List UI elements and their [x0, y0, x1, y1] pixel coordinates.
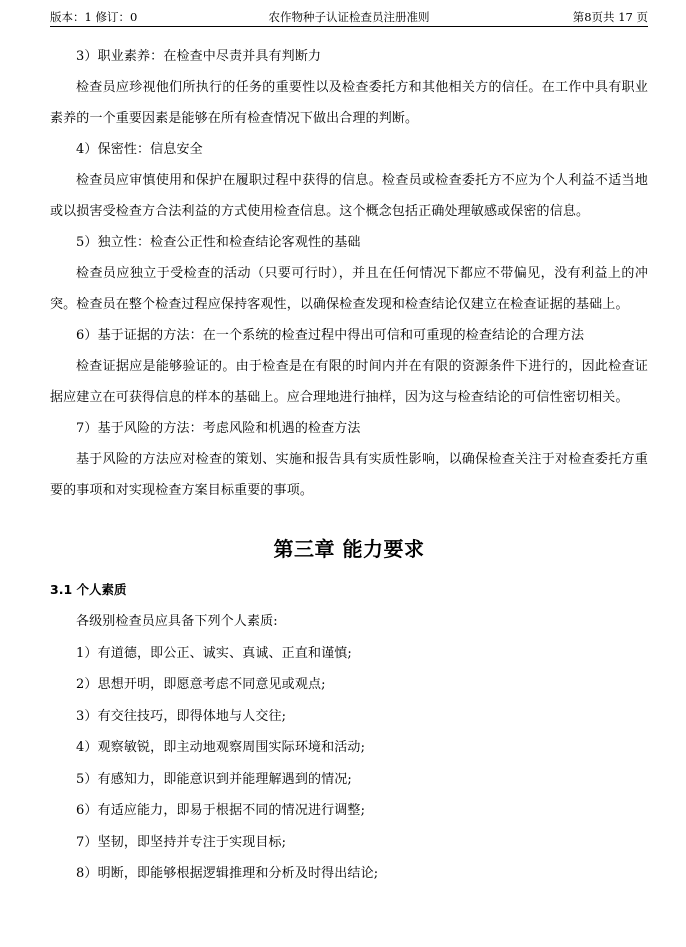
principle-heading: 4）保密性：信息安全	[76, 142, 203, 157]
principle-heading: 3）职业素养：在检查中尽责并具有判断力	[76, 49, 322, 64]
version-info: 版本：1 修订：0	[50, 10, 138, 24]
list-item: 1）有道德，即公正、诚实、真诚、正直和谨慎;	[76, 645, 352, 661]
principle-heading: 6）基于证据的方法：在一个系统的检查过程中得出可信和可重现的检查结论的合理方法	[76, 328, 585, 343]
principle-heading: 7）基于风险的方法：考虑风险和机遇的检查方法	[76, 421, 361, 436]
principle-body: 基于风险的方法应对检查的策划、实施和报告具有实质性影响，以确保检查关注于对检查委托方重要的事项和对实现检查方案目标重要的事项。	[50, 452, 648, 498]
chapter-title: 第三章 能力要求	[273, 537, 425, 561]
list-item: 5）有感知力，即能意识到并能理解遇到的情况;	[76, 771, 352, 787]
principle-heading: 5）独立性：检查公正性和检查结论客观性的基础	[76, 235, 361, 250]
document-title: 农作物种子认证检查员注册准则	[268, 10, 430, 24]
list-item: 7）坚韧，即坚持并专注于实现目标;	[76, 834, 287, 850]
principle-body: 检查员应珍视他们所执行的任务的重要性以及检查委托方和其他相关方的信任。在工作中具有职业素养的一个重要因素是能够在所有检查情况下做出合理的判断。	[50, 80, 648, 126]
page-header	[50, 8, 648, 27]
list-item: 3）有交往技巧，即得体地与人交往;	[76, 708, 287, 724]
principle-body: 检查员应审慎使用和保护在履职过程中获得的信息。检查员或检查委托方不应为个人利益不适当地或以损害受检查方合法利益的方式使用检查信息。这个概念包括正确处理敏感或保密的信息。	[50, 173, 648, 219]
qualities-list	[50, 606, 648, 890]
principle-body: 检查员应独立于受检查的活动（只要可行时），并且在任何情况下都应不带偏见，没有利益上的冲突。检查员在整个检查过程应保持客观性，以确保检查发现和检查结论仅建立在检查证据的基础上。	[50, 266, 648, 312]
list-item: 8）明断，即能够根据逻辑推理和分析及时得出结论;	[76, 866, 379, 881]
list-item: 2）思想开明，即愿意考虑不同意见或观点;	[76, 677, 326, 692]
section-title: 3.1 个人素质	[50, 582, 127, 597]
document-body	[50, 41, 648, 890]
section-intro: 各级别检查员应具备下列个人素质:	[76, 614, 278, 629]
principle-body: 检查证据应是能够验证的。由于检查是在有限的时间内并在有限的资源条件下进行的，因此检查证据应建立在可获得信息的样本的基础上。应合理地进行抽样，因为这与检查结论的可信性密切相关。	[50, 359, 648, 405]
list-item: 4）观察敏锐，即主动地观察周围实际环境和活动;	[76, 740, 366, 755]
page-number: 第8页共 17 页	[572, 10, 648, 24]
list-item: 6）有适应能力，即易于根据不同的情况进行调整;	[76, 803, 366, 818]
